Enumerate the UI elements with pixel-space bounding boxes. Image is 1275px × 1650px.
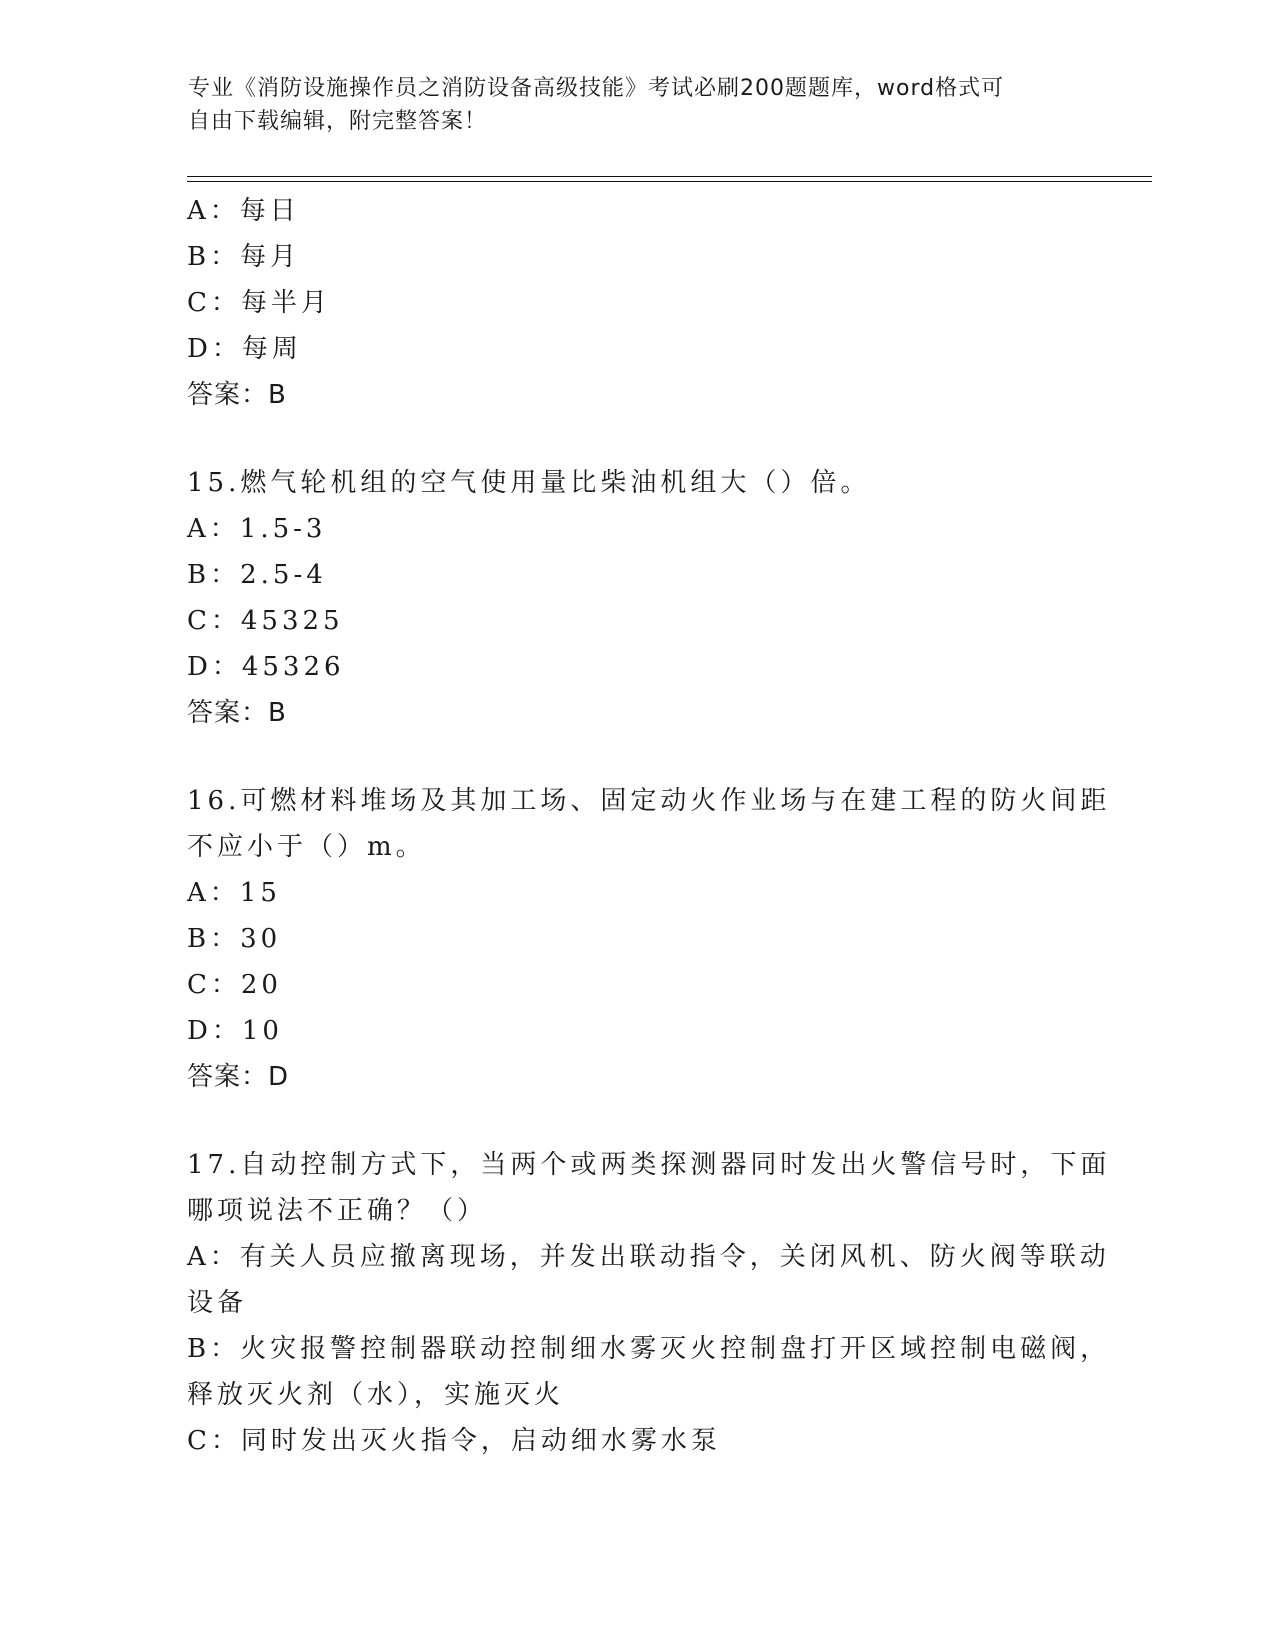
question-17 bbox=[187, 1142, 1111, 1464]
option-d: D：每周 bbox=[187, 334, 302, 364]
option-a: A：每日 bbox=[187, 196, 300, 226]
option-a: A：15 bbox=[187, 878, 281, 908]
question-14 bbox=[187, 188, 1087, 418]
question-16 bbox=[187, 778, 1111, 1100]
answer: 答案：D bbox=[187, 1062, 290, 1092]
option-a-line-1: A：有关人员应撤离现场，并发出联动指令，关闭风机、防火阀等联动 bbox=[187, 1242, 1110, 1272]
option-c: C：每半月 bbox=[187, 288, 331, 318]
answer: 答案：B bbox=[187, 380, 287, 410]
header-line-1: 专业《消防设施操作员之消防设备高级技能》考试必刷200题题库，word格式可 bbox=[188, 76, 1005, 101]
document-header bbox=[188, 72, 1088, 138]
option-c: C：45325 bbox=[187, 606, 344, 636]
question-title-line-2: 哪项说法不正确？（） bbox=[187, 1196, 488, 1226]
header-line-2: 自由下载编辑，附完整答案！ bbox=[188, 109, 488, 134]
question-title: 15.燃气轮机组的空气使用量比柴油机组大（）倍。 bbox=[187, 468, 871, 498]
header-divider-top bbox=[187, 176, 1152, 177]
option-b: B：30 bbox=[187, 924, 282, 954]
header-divider-bottom bbox=[187, 181, 1152, 182]
answer: 答案：B bbox=[187, 698, 287, 728]
option-b-line-2: 释放灭火剂（水），实施灭火 bbox=[187, 1380, 565, 1410]
option-d: D：45326 bbox=[187, 652, 345, 682]
option-c: C：同时发出灭火指令，启动细水雾水泵 bbox=[187, 1426, 721, 1456]
question-title-line-1: 16.可燃材料堆场及其加工场、固定动火作业场与在建工程的防火间距 bbox=[187, 786, 1111, 816]
option-a-line-2: 设备 bbox=[187, 1288, 248, 1318]
question-title-line-1: 17.自动控制方式下，当两个或两类探测器同时发出火警信号时，下面 bbox=[187, 1150, 1111, 1180]
option-b-line-1: B：火灾报警控制器联动控制细水雾灭火控制盘打开区域控制电磁阀， bbox=[187, 1334, 1111, 1364]
option-c: C：20 bbox=[187, 970, 282, 1000]
question-list bbox=[187, 188, 1111, 1464]
question-title-line-2: 不应小于（）m。 bbox=[187, 832, 426, 862]
option-d: D：10 bbox=[187, 1016, 283, 1046]
option-b: B：2.5-4 bbox=[187, 560, 327, 590]
option-a: A：1.5-3 bbox=[187, 514, 327, 544]
question-15 bbox=[187, 460, 1087, 736]
option-b: B：每月 bbox=[187, 242, 301, 272]
